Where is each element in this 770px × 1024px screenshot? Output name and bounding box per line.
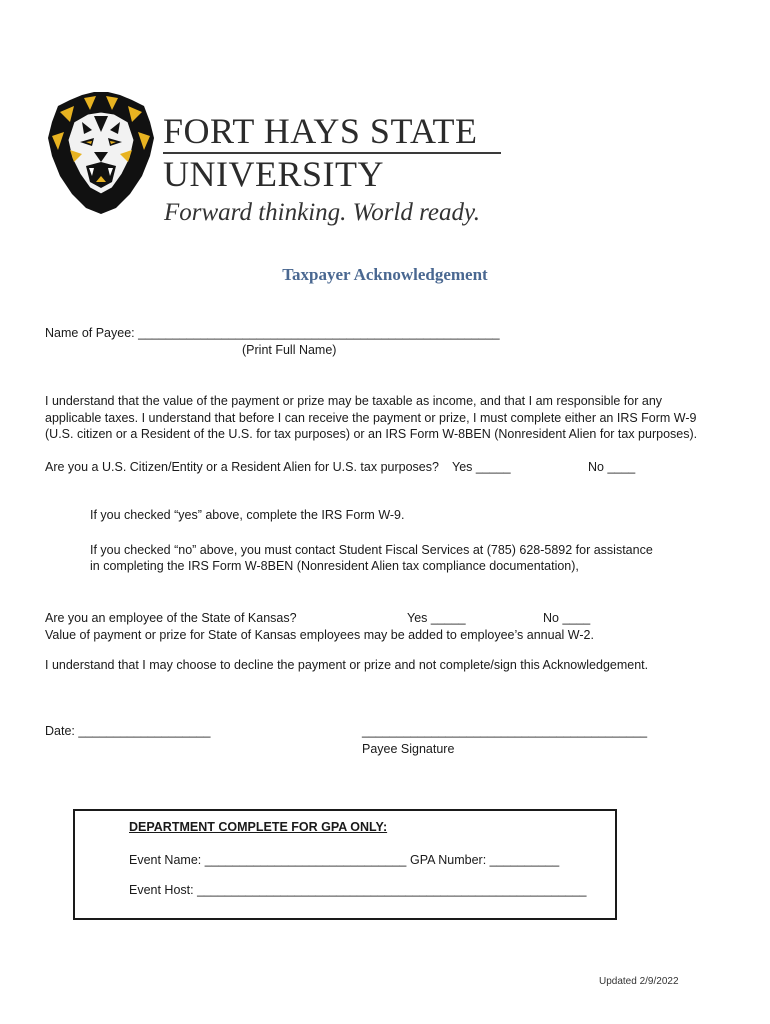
payee-row	[45, 325, 500, 341]
date-row	[45, 723, 210, 739]
date-label: Date:	[45, 724, 75, 738]
paragraph-line: (U.S. citizen or a Resident of the U.S. for tax purposes) or an IRS Form W-8BEN (Nonresident Alien for tax purposes).	[45, 427, 698, 441]
paragraph-line: applicable taxes. I understand that before I can receive the payment or prize, I must complete either an IRS Form W-9	[45, 410, 697, 425]
payee-label: Name of Payee:	[45, 326, 135, 340]
citizen-no-field[interactable]: No ____	[588, 460, 636, 474]
employee-yes-field[interactable]: Yes _____	[407, 611, 466, 625]
department-heading: DEPARTMENT COMPLETE FOR GPA ONLY:	[129, 820, 388, 834]
gpa-number-field[interactable]: __________	[489, 853, 560, 867]
gpa-number-row	[410, 852, 559, 868]
payee-name-field[interactable]: ____________________________________________________	[138, 326, 500, 340]
employee-note: Value of payment or prize for State of Kansas employees may be added to employee’s annual W-2.	[45, 628, 594, 642]
yes-instruction: If you checked “yes” above, complete the IRS Form W-9.	[90, 508, 405, 522]
event-name-label: Event Name:	[129, 853, 202, 867]
page-title: Taxpayer Acknowledgement	[282, 265, 488, 284]
no-instruction-line2: in completing the IRS Form W-8BEN (Nonresident Alien tax compliance documentation),	[90, 559, 579, 573]
tiger-head-logo-icon	[44, 92, 158, 214]
event-host-field[interactable]: ________________________________________________________	[197, 883, 587, 897]
employee-question: Are you an employee of the State of Kansas?	[45, 611, 297, 625]
updated-date: Updated 2/9/2022	[599, 976, 679, 987]
citizen-question: Are you a U.S. Citizen/Entity or a Resident Alien for U.S. tax purposes?	[45, 460, 439, 474]
event-host-label: Event Host:	[129, 883, 194, 897]
citizen-yes-field[interactable]: Yes _____	[452, 460, 511, 474]
university-name-line2: UNIVERSITY	[163, 154, 384, 194]
gpa-number-label: GPA Number:	[410, 853, 487, 867]
decline-statement: I understand that I may choose to decline the payment or prize and not complete/sign this Acknowledgement.	[45, 658, 649, 672]
signature-field[interactable]: _________________________________________	[362, 724, 648, 738]
paragraph-line: I understand that the value of the payment or prize may be taxable as income, and that I am responsible for any	[45, 394, 663, 408]
event-name-field[interactable]: _____________________________	[204, 853, 407, 867]
payee-hint: (Print Full Name)	[242, 343, 337, 357]
employee-no-field[interactable]: No ____	[543, 611, 591, 625]
event-host-row	[129, 882, 586, 898]
date-field[interactable]: ___________________	[78, 724, 211, 738]
event-name-row	[129, 852, 406, 868]
signature-label: Payee Signature	[362, 742, 455, 756]
acknowledgement-paragraph	[45, 393, 735, 443]
university-tagline: Forward thinking. World ready.	[164, 199, 480, 226]
university-name-line1: FORT HAYS STATE	[163, 111, 478, 151]
no-instruction-line1: If you checked “no” above, you must contact Student Fiscal Services at (785) 628-5892 for assistance	[90, 543, 653, 557]
